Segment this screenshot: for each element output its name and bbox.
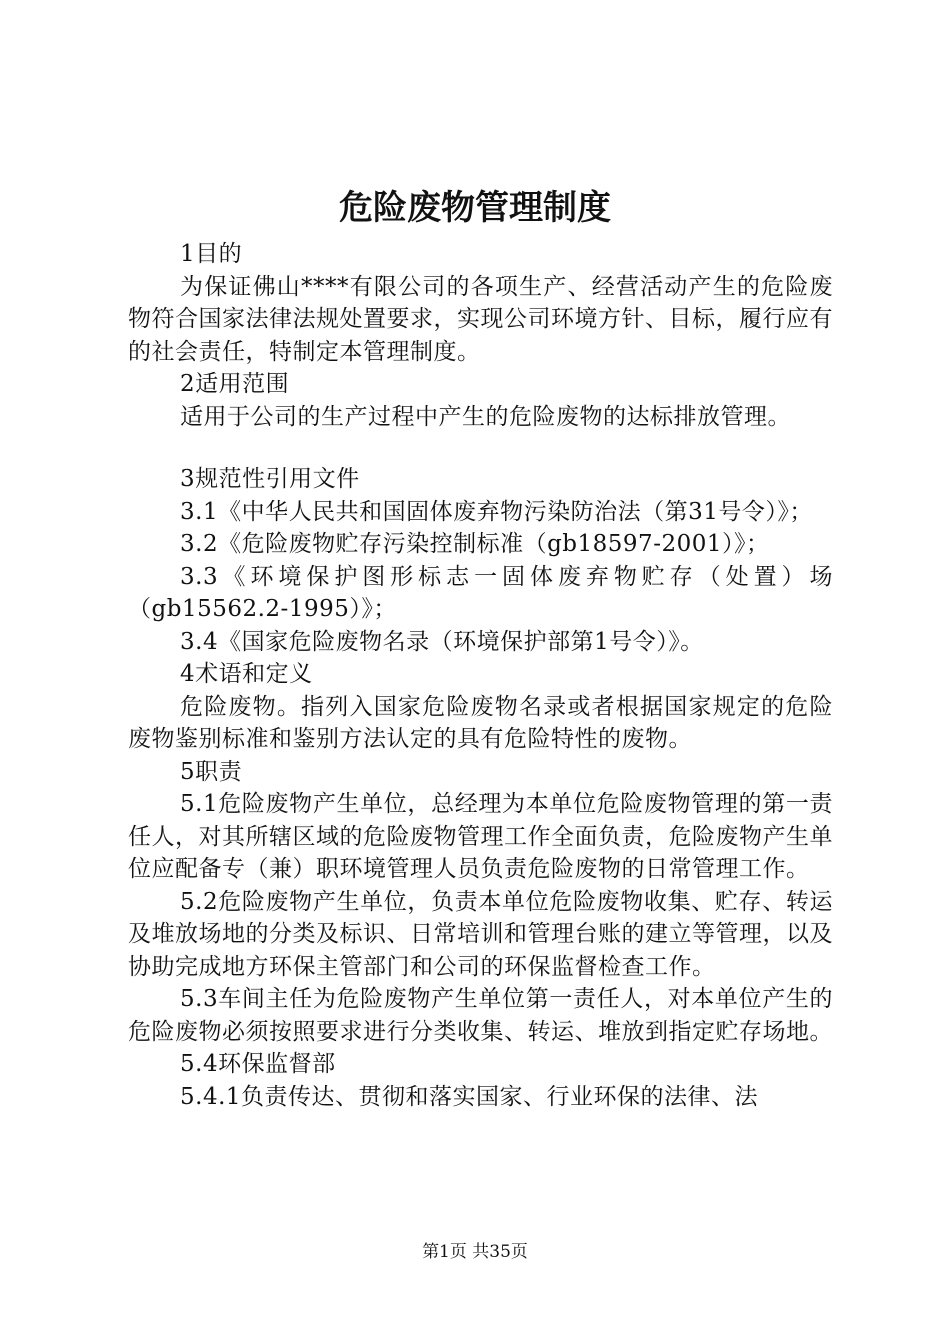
reference-item-4: 3.4《国家危险废物名录（环境保护部第1号令）》。 <box>180 628 704 655</box>
document-body <box>128 238 833 1113</box>
subsection-heading-5-4: 5.4环保监督部 <box>180 1051 336 1077</box>
reference-item-3: 3.3《环境保护图形标志一固体废弃物贮存（处置）场（gb15562.2-1995）》； <box>128 563 833 622</box>
section-heading-purpose: 1目的 <box>180 241 243 267</box>
responsibility-item-5-1: 5.1危险废物产生单位，总经理为本单位危险废物管理的第一责任人，对其所辖区域的危险废物管理工作全面负责，危险废物产生单位应配备专（兼）职环境管理人员负责危险废物的日常管理工作。 <box>128 791 833 882</box>
section-heading-references: 3规范性引用文件 <box>180 466 360 492</box>
responsibility-item-5-3: 5.3车间主任为危险废物产生单位第一责任人，对本单位产生的危险废物必须按照要求进行分类收集、转运、堆放到指定贮存场地。 <box>128 986 833 1045</box>
page-number-footer: 第1页 共35页 <box>422 1242 528 1262</box>
reference-item-2: 3.2《危险废物贮存污染控制标准（gb18597-2001）》； <box>180 531 770 557</box>
paragraph-purpose: 为保证佛山****有限公司的各项生产、经营活动产生的危险废物符合国家法律法规处置要求，实现公司环境方针、目标，履行应有的社会责任，特制定本管理制度。 <box>128 273 833 365</box>
reference-item-1: 3.1《中华人民共和国固体废弃物污染防治法（第31号令）》； <box>180 498 813 525</box>
section-heading-responsibilities: 5职责 <box>180 758 243 785</box>
document-title: 危险废物管理制度 <box>339 188 611 228</box>
section-heading-definitions: 4术语和定义 <box>180 661 313 687</box>
paragraph-scope: 适用于公司的生产过程中产生的危险废物的达标排放管理。 <box>180 403 791 430</box>
paragraph-definition: 危险废物。指列入国家危险废物名录或者根据国家规定的危险废物鉴别标准和鉴别方法认定的具有危险特性的废物。 <box>128 693 833 752</box>
responsibility-item-5-2: 5.2危险废物产生单位，负责本单位危险废物收集、贮存、转运及堆放场地的分类及标识、日常培训和管理台账的建立等管理，以及协助完成地方环保主管部门和公司的环保监督检查工作。 <box>128 888 833 980</box>
section-heading-scope: 2适用范围 <box>180 371 290 397</box>
spacer <box>128 433 833 463</box>
responsibility-item-5-4-1: 5.4.1负责传达、贯彻和落实国家、行业环保的法律、法 <box>180 1083 759 1110</box>
